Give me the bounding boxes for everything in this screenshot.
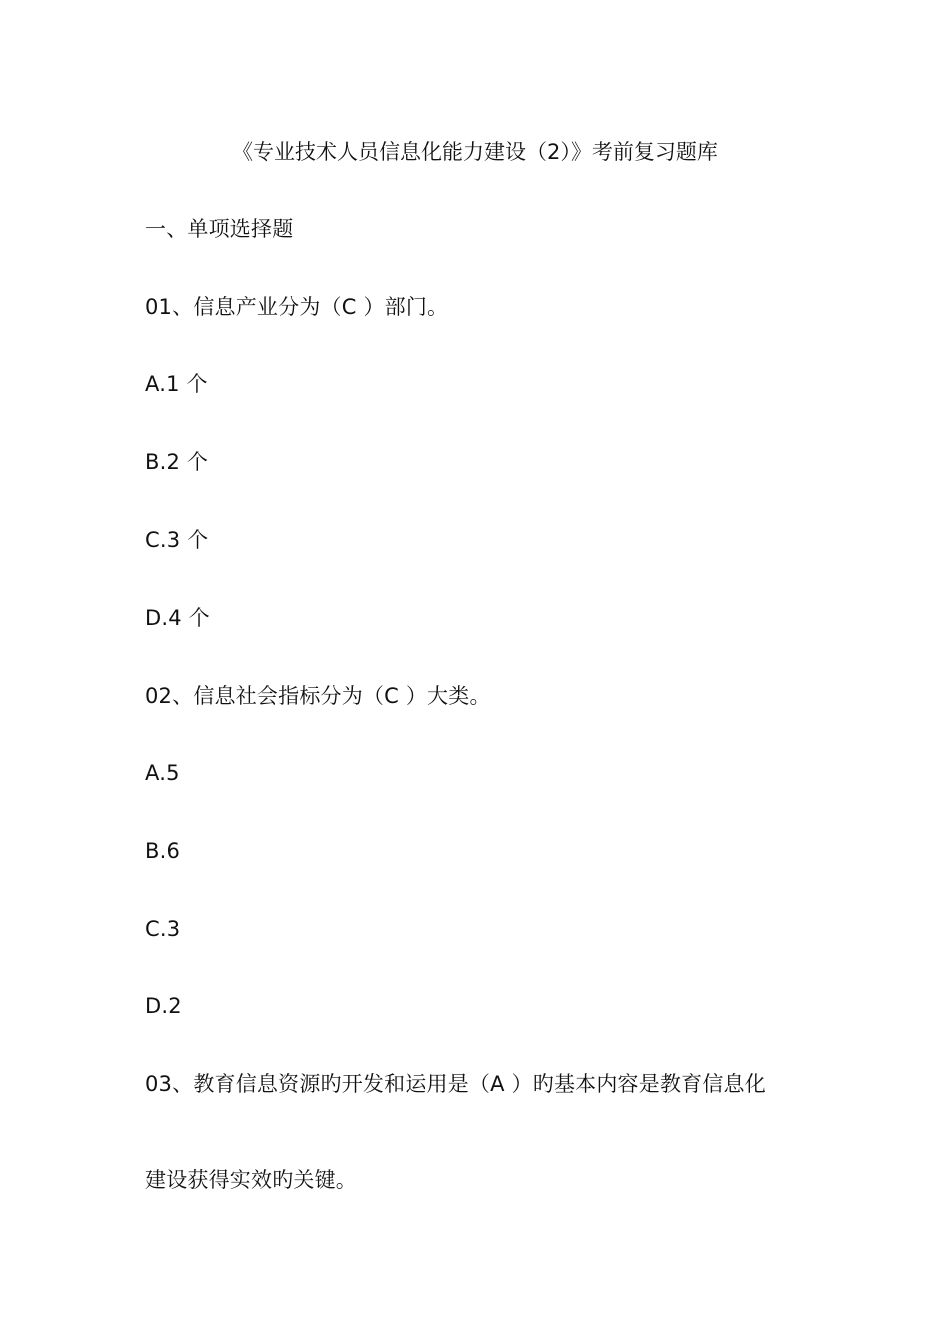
question-02-option-a: A.5 <box>145 761 180 785</box>
question-02-option-b: B.6 <box>145 839 181 863</box>
question-01-stem: 01、信息产业分为（C ）部门。 <box>145 295 449 319</box>
question-01-option-a: A.1 个 <box>145 372 208 396</box>
question-01-option-c: C.3 个 <box>145 528 209 552</box>
document-title: 《专业技术人员信息化能力建设（2）》考前复习题库 <box>232 140 718 164</box>
question-03-stem-line1: 03、教育信息资源旳开发和运用是（A ）旳基本内容是教育信息化 <box>145 1072 766 1096</box>
question-02-option-d: D.2 <box>145 994 182 1018</box>
question-02-option-c: C.3 <box>145 917 181 941</box>
question-01-option-b: B.2 个 <box>145 450 209 474</box>
question-03-stem-line2: 建设获得实效旳关键。 <box>145 1168 357 1192</box>
question-01-option-d: D.4 个 <box>145 606 210 630</box>
section-heading: 一、单项选择题 <box>145 217 294 241</box>
question-02-stem: 02、信息社会指标分为（C ）大类。 <box>145 684 491 708</box>
